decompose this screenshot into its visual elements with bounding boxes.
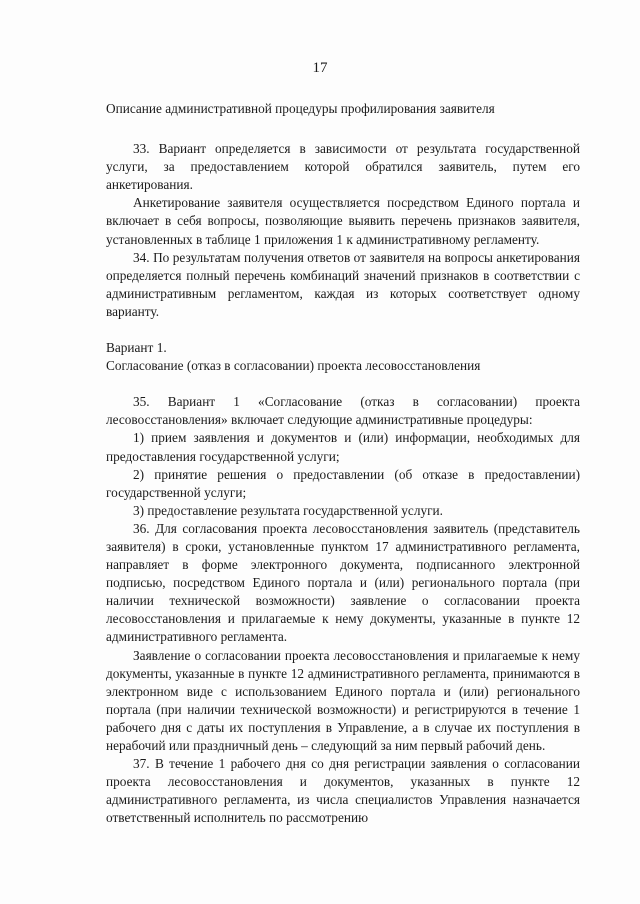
list-item-1: 1) прием заявления и документов и (или) информации, необходимых для предоставления государственной услуги; [106, 430, 580, 464]
document-body [106, 100, 580, 827]
variant-subtitle: Согласование (отказ в согласовании) проекта лесовосстановления [106, 358, 481, 374]
paragraph-36: 36. Для согласования проекта лесовосстановления заявитель (представитель заявителя) в сроки, установленные пунктом 17 административного регламента, направляет в форме электронного документа, подписанного электронной подписью, посредством Единого портала и (или) регионального портала (при наличии технической возможности) заявление о согласовании проекта лесовосстановления и прилагаемые к нему документы, указанные в пункте 12 административного регламента. [106, 520, 580, 645]
variant-title: Вариант 1. [106, 340, 167, 356]
paragraph-35: 35. Вариант 1 «Согласование (отказ в согласовании) проекта лесовосстановления» включает следующие административные процедуры: [106, 394, 580, 428]
paragraph-37: 37. В течение 1 рабочего дня со дня регистрации заявления о согласовании проекта лесовосстановления и документов, указанных в пункте 12 административного регламента, из числа специалистов Управления назначается ответственный исполнитель по рассмотрению [106, 756, 580, 826]
page-number: 17 [312, 60, 328, 76]
paragraph-33-cont: Анкетирование заявителя осуществляется посредством Единого портала и включает в себя вопросы, позволяющие выявить перечень признаков заявителя, установленных в таблице 1 приложения 1 к административному регламенту. [106, 195, 580, 247]
paragraph-34: 34. По результатам получения ответов от заявителя на вопросы анкетирования определяется полный перечень комбинаций значений признаков в соответствии с административным регламентом, каждая из которых соответствует одному варианту. [106, 249, 580, 319]
list-item-3: 3) предоставление результата государственной услуги. [133, 502, 444, 518]
paragraph-33: 33. Вариант определяется в зависимости от результата государственной услуги, за предоставлением которой обратился заявитель, путем его анкетирования. [106, 141, 580, 193]
section-title: Описание административной процедуры профилирования заявителя [106, 101, 495, 116]
list-item-2: 2) принятие решения о предоставлении (об отказе в предоставлении) государственной услуги; [106, 466, 580, 500]
paragraph-36-cont: Заявление о согласовании проекта лесовосстановления и прилагаемые к нему документы, указанные в пункте 12 административного регламента, принимаются в электронном виде с использованием Единого портала и (или) регионального портала (при наличии технической возможности) и регистрируются в течение 1 рабочего дня с даты их поступления в Управление, а в случае их поступления в нерабочий или праздничный день – следующий за ним первый рабочий день. [106, 647, 580, 753]
